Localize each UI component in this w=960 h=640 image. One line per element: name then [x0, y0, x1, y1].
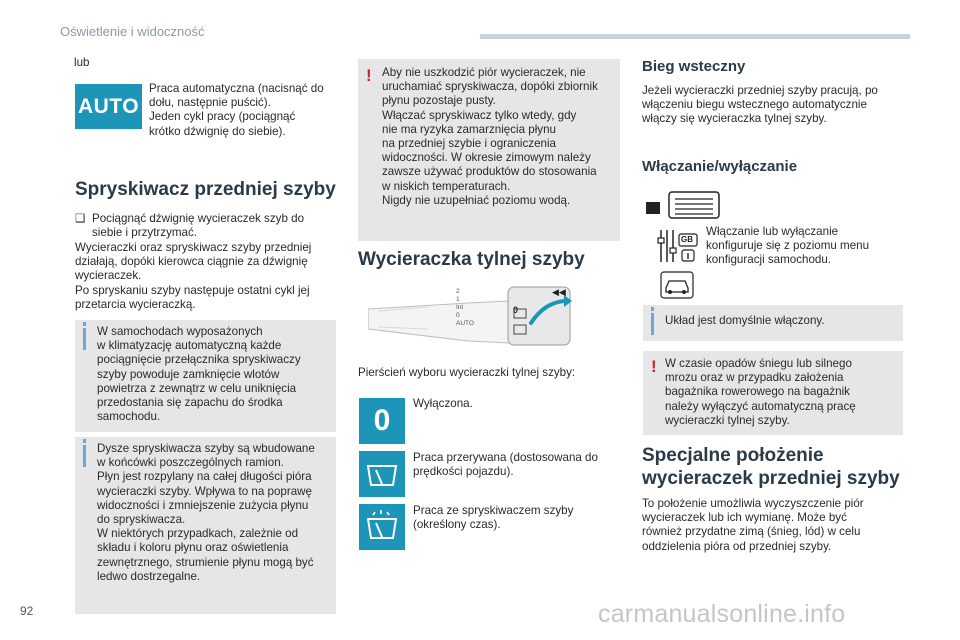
warning-washer-text: Aby nie uszkodzić piór wycieraczek, nie uruchamiać spryskiwacza, dopóki zbiornik płynu pozostaje pusty. Włączać spryskiwacz tylko wtedy, gdy nie ma ryzyka zamarznięcia płynu na przedniej szybie i ograniczenia widoczności. W okresie zimowym należy zawsze używać produktów do stosowania w niskich temperaturach. Nigdy nie uzupełniać poziomu wodą. — [382, 66, 598, 207]
warning-icon: ! — [651, 357, 657, 376]
section-title: Oświetlenie i widoczność — [60, 24, 205, 39]
warning-box-washer — [358, 59, 620, 241]
stalk-label: 2 — [456, 288, 460, 295]
stalk-label: Int — [456, 304, 464, 311]
auto-icon-label: AUTO — [77, 94, 140, 118]
auto-description: Praca automatyczna (nacisnąć do dołu, następnie puścić). Jeden cykl pracy (pociągnąć krótko dźwignię do siebie). — [149, 82, 324, 138]
stalk-ring-zero: 0 — [513, 305, 519, 315]
car-settings-icon — [660, 271, 694, 299]
rear-washer-icon — [359, 504, 405, 550]
stalk-label: 1 — [456, 296, 460, 303]
stalk-label: 0 — [456, 312, 460, 319]
watermark: carmanualsonline.info — [598, 600, 846, 628]
settings-sliders-icon — [655, 228, 699, 264]
warning-icon: ! — [366, 66, 372, 85]
stalk-labels — [456, 288, 474, 328]
special-position-text: To położenie umożliwia wyczyszczenie piór wycieraczek lub ich wymianę. Może być również przydatne zimą (śnieg, lód) w celu oddzielenia pióra od przedniej szyby. — [642, 497, 864, 553]
rear-off-icon-label: 0 — [373, 404, 391, 437]
rear-window-wiper-icon — [359, 451, 405, 497]
lub-text: lub — [74, 56, 90, 69]
special-position-heading: Specjalne położenie wycieraczek przedniej szyby — [642, 445, 900, 489]
stalk-label: AUTO — [456, 320, 474, 327]
screen-menu-icon — [644, 190, 722, 220]
rear-intermittent-text: Praca przerywana (dostosowana do prędkości pojazdu). — [413, 451, 598, 479]
warning-box-snow — [643, 351, 903, 435]
rear-window-washer-icon — [359, 504, 405, 550]
rear-wiper-heading: Wycieraczka tylnej szyby — [358, 249, 585, 270]
washer-heading: Spryskiwacz przedniej szyby — [75, 179, 336, 200]
info-nozzles-text: Dysze spryskiwacza szyby są wbudowane w końcówki poszczególnych ramion. Płyn jest rozpylany na całej długości pióra wycieraczki szyby. Wpływa to na poprawę widoczności i zmniejszenie zużycia płynu do spryskiwacza. W niektórych przypadkach, zależnie od składu i koloru płynu oraz oświetlenia zewnętrznego, strumienie płynu mogą być ledwo dostrzegalne. — [97, 442, 315, 583]
toggle-heading: Włączanie/wyłączanie — [642, 158, 798, 175]
gb-label: GB — [681, 235, 693, 244]
page-number: 92 — [20, 604, 34, 618]
rear-off-text: Wyłączona. — [413, 397, 473, 410]
auto-icon — [75, 84, 142, 129]
info-climate-text: W samochodach wyposażonych w klimatyzację automatyczną każde pociągnięcie przełącznika spryskiwaczy szyby powoduje zamknięcie wlotów powietrza z zewnątrz w celu uniknięcia przedostania się zapachu do środka samochodu. — [97, 325, 301, 424]
reverse-heading: Bieg wsteczny — [642, 58, 746, 75]
info-icon — [651, 313, 654, 335]
info-box-climate — [75, 320, 336, 432]
washer-bullet: Pociągnąć dźwignię wycieraczek szyb do siebie i przytrzymać. — [92, 212, 305, 240]
rear-ring-text: Pierścień wyboru wycieraczki tylnej szyby: — [358, 366, 576, 379]
toggle-text: Włączanie lub wyłączanie konfiguruje się z poziomu menu konfiguracji samochodu. — [706, 225, 870, 267]
warning-snow-text: W czasie opadów śniegu lub silnego mrozu oraz w przypadku założenia bagażnika rowerowego na bagażnik należy wyłączyć automatyczną pracę wycieraczki tylnej szyby. — [665, 357, 856, 427]
washer-bullet-arrow: ❑ — [75, 212, 86, 225]
info-box-default — [643, 305, 903, 341]
info-icon — [83, 328, 86, 350]
svg-text:◀◀: ◀◀ — [552, 287, 566, 297]
info-default-text: Układ jest domyślnie włączony. — [665, 314, 825, 327]
reverse-text: Jeżeli wycieraczki przedniej szyby pracują, po włączeniu biegu wstecznego automatycznie włączy się wycieraczka tylnej szyby. — [642, 84, 878, 126]
header-bar — [480, 34, 910, 39]
info-box-nozzles — [75, 437, 336, 614]
rear-off-icon — [359, 398, 405, 444]
washer-body: Wycieraczki oraz spryskiwacz szyby przedniej działają, dopóki kierowca ciągnie za dźwignię wycieraczek. Po spryskaniu szyby następuje ostatni cykl jej przetarcia wycieraczką. — [75, 241, 312, 311]
info-icon — [83, 445, 86, 467]
rear-intermittent-icon — [359, 451, 405, 497]
rear-washer-text: Praca ze spryskiwaczem szyby (określony czas). — [413, 504, 574, 532]
